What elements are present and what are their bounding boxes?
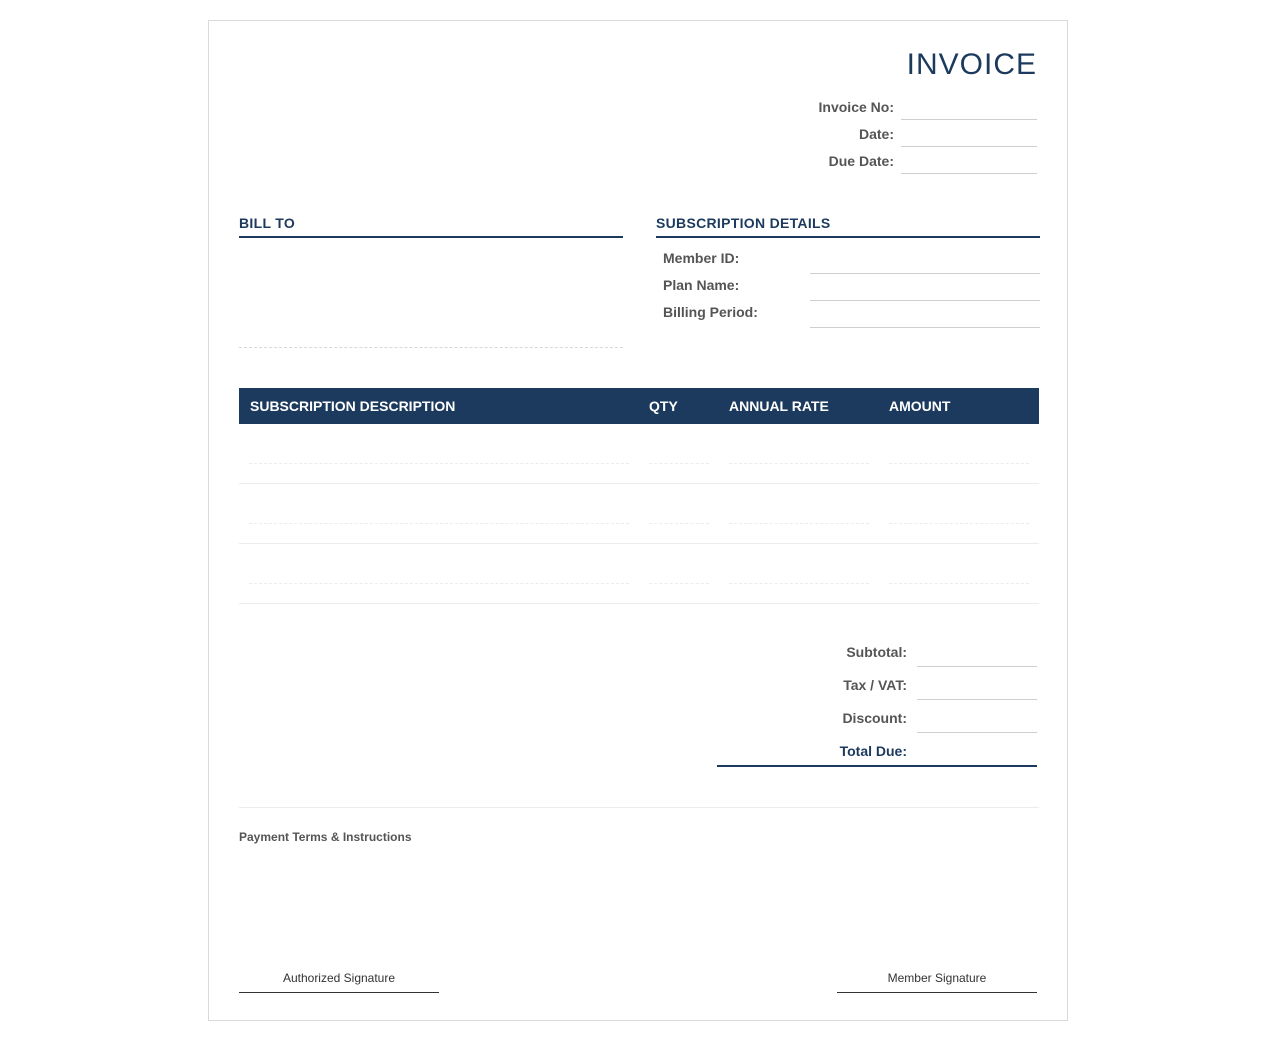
invoice-title: INVOICE [906, 48, 1037, 81]
invoice-no-row [737, 93, 1037, 120]
due-date-field[interactable] [901, 172, 1037, 174]
table-row [239, 484, 1039, 544]
column-header-amount: AMOUNT [889, 398, 951, 414]
column-header-qty: QTY [649, 398, 678, 414]
date-row [737, 120, 1037, 147]
description-cell[interactable] [249, 463, 629, 464]
subtotal-row [717, 634, 1037, 667]
section-divider [239, 807, 1039, 808]
amount-cell[interactable] [889, 463, 1029, 464]
invoice-no-label: Invoice No: [818, 99, 894, 115]
plan-name-label: Plan Name: [663, 277, 740, 293]
date-label: Date: [858, 126, 894, 142]
due-date-label: Due Date: [828, 153, 894, 169]
subscription-details-heading: SUBSCRIPTION DETAILS [656, 215, 1040, 238]
column-header-description: SUBSCRIPTION DESCRIPTION [250, 398, 456, 414]
table-row [239, 544, 1039, 604]
qty-cell[interactable] [649, 463, 709, 464]
discount-row [717, 700, 1037, 733]
annual-rate-cell[interactable] [729, 523, 869, 524]
due-date-row [737, 147, 1037, 174]
member-id-row [656, 247, 1040, 274]
column-header-annual-rate: ANNUAL RATE [729, 398, 829, 414]
total-due-row [717, 733, 1037, 766]
tax-row [717, 667, 1037, 700]
annual-rate-cell[interactable] [729, 463, 869, 464]
member-signature-line[interactable]: Member Signature [837, 971, 1037, 993]
member-id-label: Member ID: [663, 250, 740, 266]
qty-cell[interactable] [649, 523, 709, 524]
total-due-label: Total Due: [839, 743, 907, 759]
description-cell[interactable] [249, 583, 629, 584]
billing-period-label: Billing Period: [663, 304, 758, 320]
table-row [239, 424, 1039, 484]
subtotal-label: Subtotal: [846, 644, 907, 660]
bill-to-field[interactable] [239, 347, 623, 348]
bill-to-heading: BILL TO [239, 215, 623, 238]
payment-terms-heading: Payment Terms & Instructions [239, 830, 412, 844]
authorized-signature-line[interactable]: Authorized Signature [239, 971, 439, 993]
total-due-field[interactable] [717, 765, 1037, 767]
billing-period-row [656, 301, 1040, 328]
billing-period-field[interactable] [810, 327, 1040, 328]
items-table-header [239, 388, 1039, 424]
amount-cell[interactable] [889, 523, 1029, 524]
tax-label: Tax / VAT: [843, 677, 907, 693]
annual-rate-cell[interactable] [729, 583, 869, 584]
discount-label: Discount: [842, 710, 907, 726]
invoice-page [208, 20, 1068, 1021]
amount-cell[interactable] [889, 583, 1029, 584]
description-cell[interactable] [249, 523, 629, 524]
qty-cell[interactable] [649, 583, 709, 584]
plan-name-row [656, 274, 1040, 301]
